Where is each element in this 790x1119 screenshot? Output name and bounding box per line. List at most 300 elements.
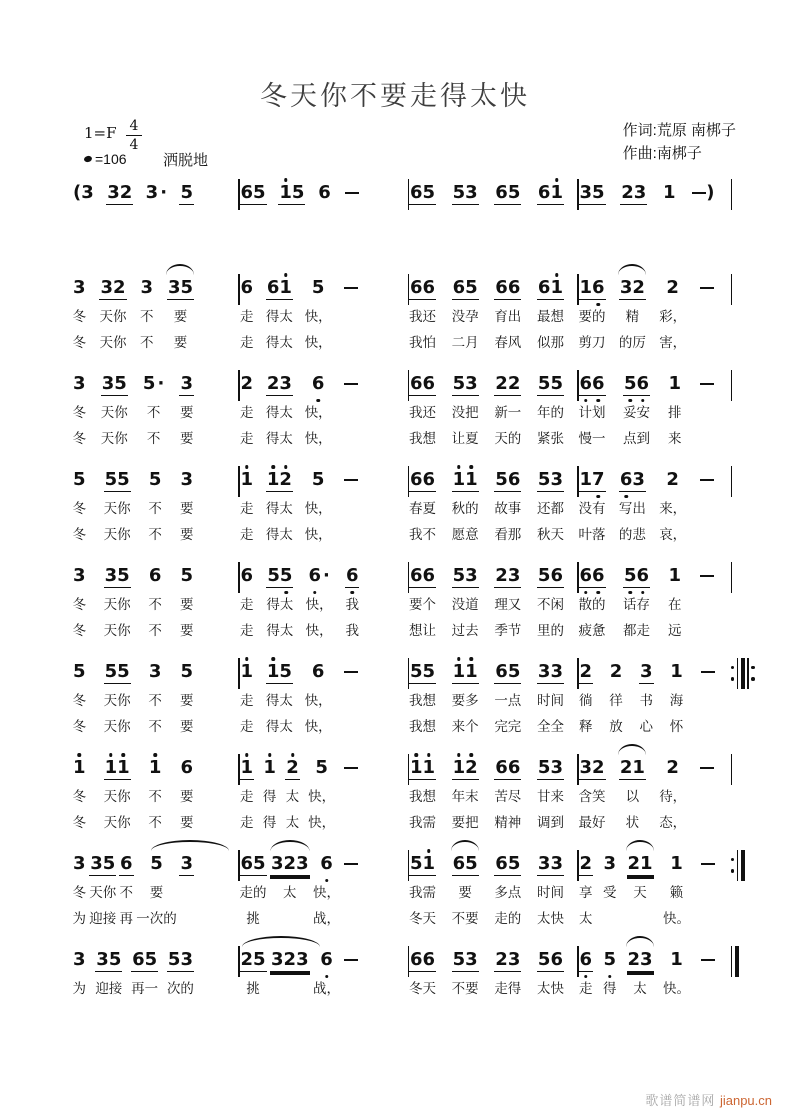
lyric-syllable: 挑 [246, 911, 260, 926]
note-cluster [240, 854, 267, 876]
note-figure [619, 465, 646, 495]
note-figure [99, 273, 126, 303]
note-digit: 6 [495, 277, 508, 298]
note-token [659, 273, 686, 355]
note-token [266, 561, 293, 643]
note-cluster [179, 374, 194, 396]
note-figure [240, 465, 255, 495]
note-digit: 5 [104, 661, 118, 682]
note-digit: 3 [465, 949, 478, 970]
note-figure [343, 465, 359, 495]
lyric-syllable: 要 [179, 431, 194, 446]
note-cluster [669, 950, 684, 971]
lyric-syllable: 快， [313, 885, 341, 900]
lyric-syllable: 苦尽 [494, 789, 522, 804]
note-figure [699, 561, 715, 591]
note-figure [620, 178, 647, 208]
lyric-syllable: 走的 [494, 911, 522, 926]
note-figure [623, 561, 650, 591]
lyric-syllable: 在 [668, 597, 682, 612]
note-token [270, 849, 310, 931]
note-figure [579, 369, 606, 399]
note-cluster [104, 566, 131, 588]
note-token [409, 465, 436, 547]
note-token [104, 753, 131, 835]
note-digit: 2 [495, 565, 508, 586]
note-cluster [179, 470, 194, 491]
note-figure [699, 273, 715, 303]
note-cluster [139, 278, 154, 299]
note-cluster [691, 183, 715, 204]
note-digit: 3 [550, 469, 563, 490]
note-digit: 5 [253, 853, 266, 874]
note-digit: 1 [632, 757, 645, 778]
note-figure [691, 178, 715, 208]
parenthesis: ) [706, 182, 715, 203]
lyric-syllable: 春风 [494, 335, 522, 350]
lyric-syllable: 要 [179, 693, 194, 708]
note-digit: 7 [592, 469, 605, 490]
note-digit: 5 [73, 469, 86, 490]
note-token [700, 849, 716, 931]
note-figure [72, 753, 87, 783]
lyric-syllable: 理又 [494, 597, 522, 612]
slur-arc [626, 936, 654, 947]
composer-credit: 作曲:南梆子 [622, 144, 702, 162]
lyric-syllable: 想让 [409, 623, 437, 638]
dash [701, 959, 715, 961]
lyric-syllable: 释 [579, 719, 593, 734]
note-figure [311, 273, 326, 303]
note-token [691, 178, 715, 208]
lyric-syllable: 太 [285, 789, 300, 804]
lyric-syllable: 时间 [536, 693, 564, 708]
lyric-syllable: 疲惫 [578, 623, 606, 638]
note-token [305, 657, 332, 739]
note-cluster [699, 278, 715, 290]
note-cluster [343, 758, 359, 770]
lyric-syllable: 全全 [536, 719, 564, 734]
note-digit: 2 [119, 182, 133, 203]
measure [72, 178, 238, 208]
note-token [240, 945, 267, 1001]
note-figure [579, 273, 606, 303]
note-digit: 1 [670, 661, 683, 682]
note-figure [409, 753, 436, 783]
lyric-syllable: 天你 [89, 885, 117, 900]
lyric-syllable: 我还 [409, 405, 437, 420]
barline-thin [747, 658, 749, 689]
note-cluster [167, 278, 194, 300]
note-digit: 3 [579, 757, 593, 778]
note-token [278, 178, 305, 208]
note-digit: 5 [495, 469, 508, 490]
note-token [343, 657, 359, 739]
repeat-dots [731, 658, 735, 689]
lyric-syllable: 要 [173, 309, 188, 324]
lyric-syllable: 走得 [494, 981, 522, 996]
note-cluster [579, 854, 594, 876]
note-token [270, 945, 310, 1001]
note-digit: 1 [73, 757, 86, 778]
barline-thick [741, 850, 745, 881]
lyric-syllable: 冬 [72, 815, 87, 830]
note-cluster [699, 374, 715, 386]
parenthesis: ( [73, 182, 82, 203]
note-token [179, 178, 194, 208]
lyric-syllable: 精神 [494, 815, 522, 830]
note-figure [662, 178, 677, 208]
lyric-syllable: 还都 [536, 501, 564, 516]
note-cluster [494, 566, 521, 588]
lyric-syllable: 得 [603, 981, 617, 996]
note-cluster [311, 470, 326, 491]
lyric-syllable: 害， [659, 335, 687, 350]
note-cluster [266, 278, 293, 300]
note-figure [579, 657, 594, 687]
note-cluster [619, 758, 646, 780]
barline [731, 274, 733, 305]
lyric-syllable: 得太 [265, 719, 293, 734]
note-token [494, 369, 521, 451]
note-digit: 3 [180, 469, 193, 490]
note-digit: 5 [167, 949, 181, 970]
note-figure [104, 657, 131, 687]
lyric-syllable: 要 [179, 623, 194, 638]
lyric-syllable: 不 [148, 693, 162, 708]
measure [240, 561, 408, 643]
note-token [699, 273, 715, 355]
note-digit: 6 [240, 853, 254, 874]
note-cluster [409, 183, 436, 205]
measure [240, 178, 408, 208]
barline [731, 466, 733, 497]
dash [344, 287, 358, 289]
note-digit: 5 [279, 661, 292, 682]
note-cluster [579, 950, 594, 972]
lyric-syllable: 年末 [451, 789, 479, 804]
note-cluster [699, 758, 715, 770]
lyric-syllable: 太 [579, 911, 593, 926]
note-digit: 5 [422, 661, 436, 682]
note-cluster [319, 854, 334, 875]
note-token [409, 561, 436, 643]
note-figure [266, 561, 293, 591]
lyric-syllable: 享 [579, 885, 593, 900]
lyric-syllable: 的厉 [618, 335, 646, 350]
note-digit: 6 [592, 565, 605, 586]
note-figure [409, 465, 436, 495]
note-cluster [665, 278, 680, 299]
note-digit: 6 [410, 469, 423, 490]
lyric-syllable: 我想 [409, 693, 437, 708]
note-digit: 3 [148, 661, 162, 682]
note-token [104, 657, 131, 739]
lyric-syllable: 快， [304, 693, 332, 708]
lyric-syllable: 快， [304, 501, 332, 516]
note-cluster [131, 950, 158, 972]
note-token [148, 465, 163, 547]
note-figure [72, 178, 95, 208]
note-token [700, 945, 716, 1001]
lyric-syllable: 我还 [409, 309, 437, 324]
note-token [99, 273, 126, 355]
lyric-syllable: 不 [148, 597, 162, 612]
lyric-syllable: 要 [179, 405, 194, 420]
note-token [579, 561, 606, 643]
dash [701, 671, 715, 673]
score-system [72, 465, 744, 547]
note-figure [131, 945, 158, 975]
lyric-syllable: 育出 [494, 309, 522, 324]
lyric-syllable: 走 [240, 431, 254, 446]
note-token [452, 849, 479, 931]
note-figure [119, 849, 134, 879]
note-digit: 5 [117, 661, 130, 682]
note-figure [665, 753, 680, 783]
lyric-syllable: 冬 [72, 431, 87, 446]
note-digit: 3 [73, 373, 86, 394]
note-cluster [240, 278, 255, 299]
note-digit: 5 [537, 949, 551, 970]
lyric-syllable: 走 [240, 501, 254, 516]
note-figure [699, 465, 715, 495]
note-figure [668, 369, 683, 399]
note-cluster [619, 470, 646, 492]
note-figure [179, 178, 194, 208]
lyric-syllable: 秋的 [451, 501, 479, 516]
lyric-syllable: 一点 [494, 693, 522, 708]
note-digit: 5 [537, 373, 551, 394]
lyric-syllable: 话存 [623, 597, 651, 612]
note-figure [494, 753, 521, 783]
note-cluster [307, 566, 330, 587]
note-cluster [72, 950, 87, 971]
note-digit: 1 [240, 757, 254, 778]
note-digit: 5 [108, 949, 122, 970]
note-token [167, 273, 194, 355]
note-figure [148, 561, 163, 591]
note-digit: 6 [422, 949, 436, 970]
note-figure [240, 753, 255, 783]
note-digit: 3 [104, 565, 118, 586]
lyric-syllable: 书 [639, 693, 654, 708]
note-cluster [266, 662, 293, 684]
note-token [627, 849, 654, 931]
note-cluster [537, 470, 564, 492]
note-cluster [537, 950, 564, 972]
lyric-syllable: 得太 [265, 527, 293, 542]
note-figure [240, 273, 255, 303]
note-token [240, 369, 255, 451]
note-digit: 6 [320, 853, 333, 874]
note-token [343, 849, 359, 931]
note-cluster [579, 470, 606, 492]
note-digit: 3 [279, 373, 292, 394]
lyric-syllable: 得太 [265, 335, 293, 350]
lyric-syllable: 我想 [409, 431, 437, 446]
lyric-syllable: 天你 [100, 431, 128, 446]
note-token [344, 178, 360, 208]
watermark-site-name: 歌谱简谱网 [645, 1093, 720, 1108]
note-digit: 5 [465, 853, 478, 874]
note-figure [311, 369, 326, 399]
note-cluster [343, 662, 359, 674]
note-digit: 3 [640, 949, 653, 970]
lyric-syllable: 天你 [103, 789, 131, 804]
note-cluster [494, 758, 521, 780]
slur-arc [618, 744, 646, 755]
lyric-syllable: 不闲 [536, 597, 564, 612]
note-figure [266, 369, 293, 399]
lyric-syllable: 走 [240, 693, 254, 708]
measure [72, 465, 238, 547]
note-cluster [89, 854, 116, 876]
note-token [179, 561, 194, 643]
note-token [494, 178, 521, 208]
augmentation-dot: · [157, 373, 165, 394]
note-cluster [317, 183, 332, 204]
lyric-syllable: 快， [304, 527, 332, 542]
note-token [266, 369, 293, 451]
note-cluster [452, 566, 479, 588]
page-title: 冬天你不要走得太快 [260, 81, 530, 112]
note-digit: 3 [81, 182, 94, 203]
note-cluster [72, 183, 95, 204]
note-digit: 3 [145, 182, 159, 203]
note-digit: 6 [422, 373, 436, 394]
note-figure [343, 273, 359, 303]
note-digit: 6 [550, 565, 563, 586]
lyric-syllable: 我想 [409, 789, 437, 804]
note-digit: 3 [550, 757, 563, 778]
lyric-syllable: 快， [305, 597, 333, 612]
note-cluster [148, 662, 163, 683]
lyric-syllable: 要个 [409, 597, 437, 612]
note-cluster [343, 854, 359, 866]
note-digit: 6 [619, 469, 633, 490]
measure [579, 561, 731, 643]
note-cluster [266, 566, 293, 588]
note-digit: 2 [619, 757, 633, 778]
dash [344, 863, 358, 865]
note-figure [627, 849, 654, 879]
time-signature-denominator: 4 [129, 137, 139, 154]
lyric-syllable: 我怕 [409, 335, 437, 350]
note-token [699, 369, 715, 451]
note-digit: 6 [550, 949, 563, 970]
lyric-syllable: 愿意 [451, 527, 479, 542]
note-digit: 5 [311, 277, 325, 298]
note-token [494, 465, 521, 547]
note-figure [494, 561, 521, 591]
note-digit: 6 [240, 565, 254, 586]
note-digit: 5 [537, 469, 551, 490]
measure [240, 369, 408, 451]
note-figure [89, 849, 116, 879]
note-cluster [662, 183, 677, 204]
note-digit: 6 [422, 469, 436, 490]
note-figure [179, 657, 194, 687]
measure [409, 273, 577, 355]
note-digit: 1 [148, 757, 162, 778]
lyric-syllable: 都走 [623, 623, 651, 638]
note-cluster [240, 662, 255, 683]
note-token [409, 753, 436, 835]
lyric-syllable: 时间 [536, 885, 564, 900]
note-figure [145, 178, 168, 208]
note-digit: 6 [308, 565, 321, 586]
note-token [699, 465, 715, 547]
note-cluster [699, 566, 715, 578]
lyric-syllable: 二月 [451, 335, 479, 350]
note-cluster [627, 950, 654, 972]
note-token [537, 273, 564, 355]
note-cluster [494, 950, 521, 972]
lyric-syllable: 状 [625, 815, 640, 830]
note-token [148, 657, 163, 739]
note-figure [409, 945, 436, 975]
lyric-syllable: 远 [668, 623, 682, 638]
note-digit: 6 [311, 661, 325, 682]
note-figure [627, 945, 654, 975]
measure [240, 849, 408, 931]
note-digit: 2 [495, 949, 508, 970]
note-figure [665, 465, 680, 495]
lyric-syllable: 慢一 [578, 431, 606, 446]
note-digit: 3 [271, 949, 284, 970]
lyric-syllable: 快， [304, 335, 332, 350]
note-digit: 6 [507, 757, 521, 778]
lyric-syllable: 季节 [494, 623, 522, 638]
measure [409, 849, 577, 931]
lyric-syllable: 排 [668, 405, 682, 420]
note-digit: 2 [592, 757, 605, 778]
note-digit: 2 [579, 853, 593, 874]
score-system [72, 945, 744, 1001]
measure [240, 465, 408, 547]
note-cluster [603, 950, 618, 971]
note-digit: 2 [283, 949, 297, 970]
lyric-syllable: 冬 [72, 501, 87, 516]
lyric-syllable: 要的 [578, 309, 606, 324]
dash [700, 575, 714, 577]
note-digit: 5 [150, 853, 163, 874]
note-cluster [537, 278, 564, 300]
note-digit: 2 [666, 757, 679, 778]
note-figure [699, 369, 715, 399]
note-token [167, 945, 194, 1001]
note-cluster [72, 662, 87, 683]
lyric-syllable: 徉 [609, 693, 623, 708]
note-token [409, 369, 436, 451]
note-cluster [179, 854, 194, 876]
note-token [579, 849, 594, 931]
note-digit: 1 [465, 469, 478, 490]
note-figure [623, 369, 650, 399]
note-cluster [179, 183, 194, 205]
note-cluster [104, 470, 131, 492]
note-digit: 3 [167, 277, 181, 298]
note-digit: 6 [579, 949, 593, 970]
note-cluster [668, 566, 683, 587]
lyric-syllable: 走 [240, 405, 254, 420]
lyric-syllable: 不 [139, 335, 154, 350]
note-token [131, 945, 158, 1001]
note-token [343, 273, 359, 355]
measure [409, 945, 577, 1001]
watermark-site-url: jianpu.cn [719, 1093, 772, 1108]
